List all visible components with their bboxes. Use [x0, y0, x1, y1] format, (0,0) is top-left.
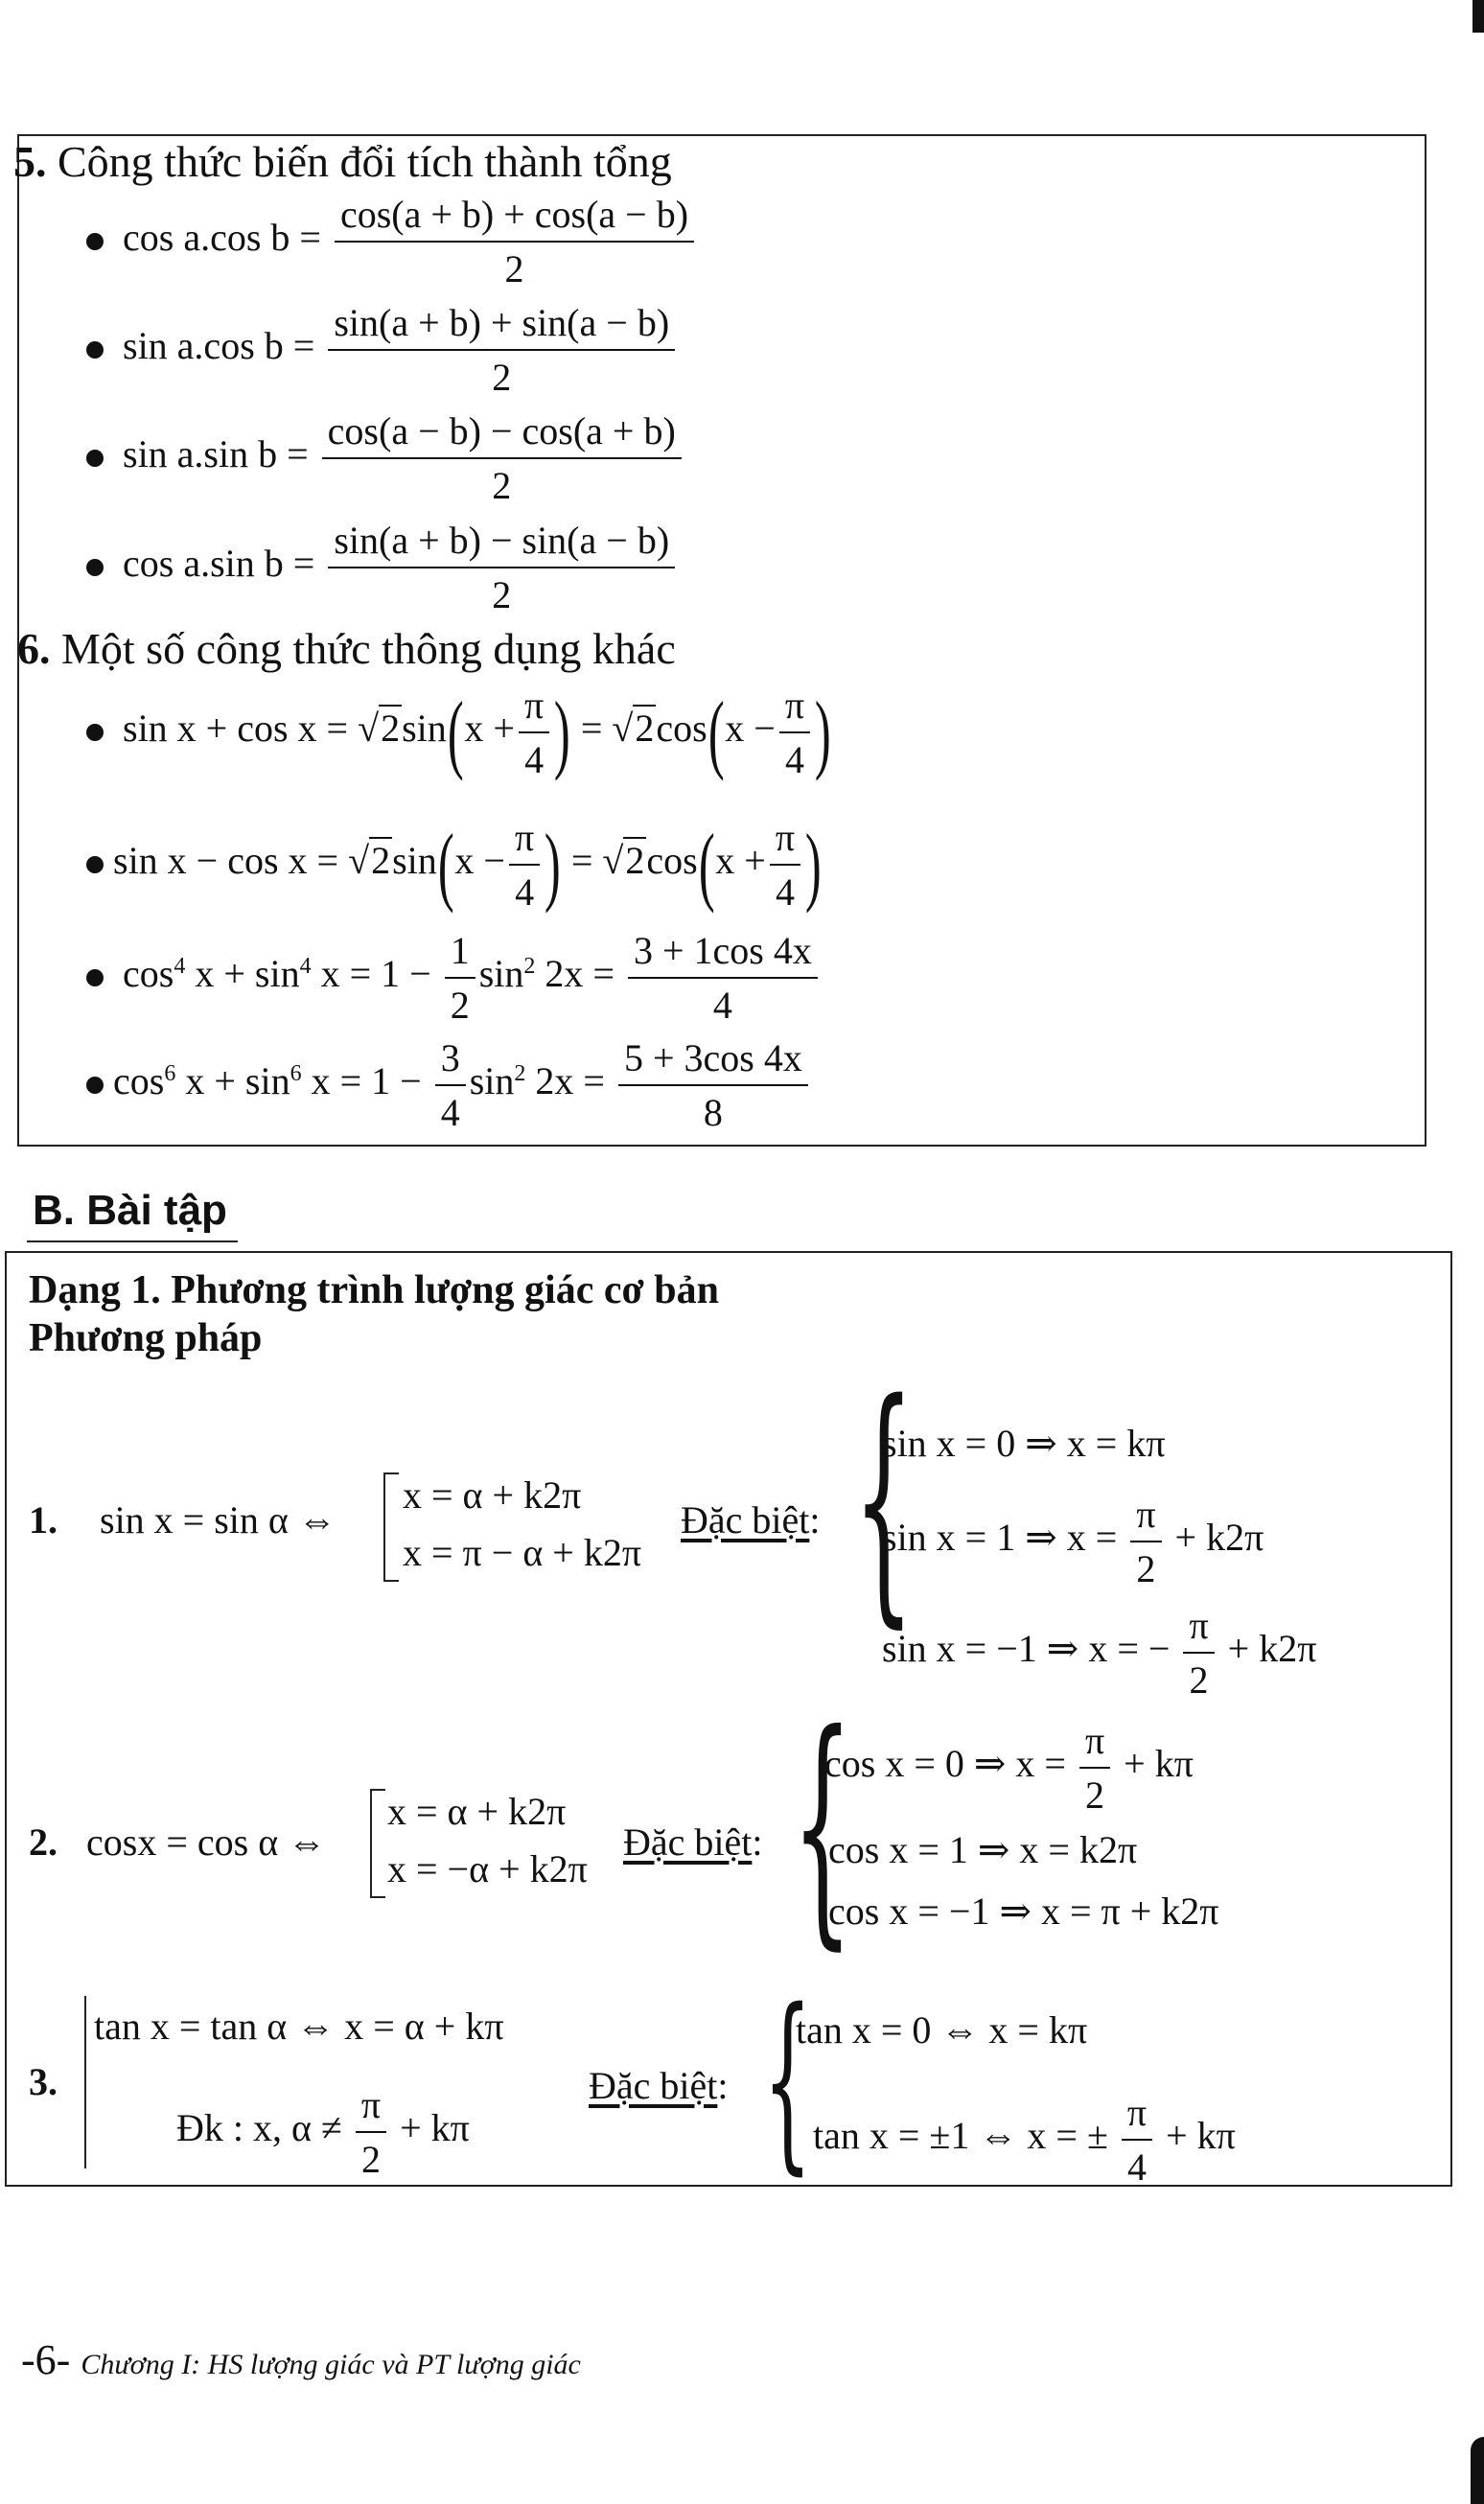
page-number: -6- [21, 2336, 71, 2383]
item1-special-2: sin x = 1 ⇒ x = $\frac{\pi}{2}$ + k2π [882, 1493, 1264, 1590]
chapter-title: Chương I: HS lượng giác và PT lượng giác [81, 2349, 581, 2380]
dang1-title: Dạng 1. Phương trình lượng giác cơ bản [29, 1268, 719, 1312]
page-corner-mark [1472, 0, 1484, 33]
power4-formula: $\cos^4 x + \sin^4 x = 1$ − $\frac{1}{2}$ $\sin^2 2x$ = $\frac{3 + 1\cos 4x}{4}$ [86, 928, 822, 1028]
item2-equation: cosx = cos α ⇔ [86, 1820, 327, 1864]
product-to-sum-formula: cos a.sin b = $\frac{\sin(a + b) - \sin(a - b)}{2}$ [86, 518, 679, 617]
item2-case2: x = −α + k2π [387, 1847, 588, 1890]
item1-special-1: sin x = 0 ⇒ x = kπ [882, 1422, 1166, 1465]
part-b-underline [27, 1240, 238, 1242]
item1-special-label: Đặc biệt: [681, 1498, 821, 1542]
item1-number: 1. [29, 1498, 58, 1542]
sin-plus-cos-formula: sin x + cos x = √2sin(x + $\frac{\pi}{4}$ ) = √2cos(x − $\frac{\pi}{4}$ ) [86, 683, 832, 782]
power6-formula: $\cos^6 x + \sin^6 x = 1$ − $\frac{3}{4}$ $\sin^2 2x$ = $\frac{5 + 3\cos 4x}{8}$ [86, 1035, 812, 1135]
item3-condition: Đk : x, α ≠ $\frac{\pi}{2}$ + kπ [176, 2083, 470, 2181]
item2-case1: x = α + k2π [387, 1790, 567, 1833]
page-footer [21, 2335, 581, 2384]
item2-special-1: cos x = 0 ⇒ x = $\frac{\pi}{2}$ + kπ [824, 1719, 1194, 1817]
item3-special-2: tan x = ±1 ⇔ x = ± $\frac{\pi}{4}$ + kπ [813, 2091, 1236, 2189]
product-to-sum-formula: sin a.sin b = $\frac{\cos(a - b) - \cos(a + b)}{2}$ [86, 408, 685, 508]
item2-curly-brace: { [792, 1681, 853, 1972]
part-b-heading: B. Bài tập [33, 1187, 227, 1234]
item3-number: 3. [29, 2060, 58, 2103]
item1-case1: x = α + k2π [403, 1473, 582, 1517]
item2-bracket [370, 1789, 385, 1898]
section5-title: 5. Công thức biến đổi tích thành tổng [13, 137, 672, 186]
section6-title: 6. Một số công thức thông dụng khác [17, 624, 676, 673]
item1-bracket [383, 1472, 399, 1582]
item2-number: 2. [29, 1820, 58, 1864]
method-label: Phương pháp [29, 1316, 263, 1360]
item3-bar [84, 1996, 86, 2168]
item2-special-2: cos x = 1 ⇒ x = k2π [828, 1828, 1138, 1871]
item1-equation: sin x = sin α ⇔ [100, 1498, 336, 1542]
item2-special-label: Đặc biệt: [623, 1820, 763, 1864]
item3-special-label: Đặc biệt: [589, 2064, 729, 2107]
page-corner-mark-bottom [1471, 2437, 1484, 2504]
item2-special-3: cos x = −1 ⇒ x = π + k2π [828, 1890, 1219, 1933]
item3-equation: tan x = tan α ⇔ x = α + kπ [94, 2005, 504, 2048]
product-to-sum-formula: sin a.cos b = $\frac{\sin(a + b) + \sin(a - b)}{2}$ [86, 300, 679, 400]
product-to-sum-formula: cos a.cos b = $\frac{\cos(a + b) + \cos(a - b)}{2}$ [86, 192, 698, 291]
item1-special-3: sin x = −1 ⇒ x = − $\frac{\pi}{2}$ + k2π [882, 1604, 1317, 1702]
item1-curly-brace: { [853, 1349, 915, 1651]
sin-minus-cos-formula: sin x − cos x = √2sin(x − $\frac{\pi}{4}$ ) = √2cos(x + $\frac{\pi}{4}$ ) [86, 815, 823, 915]
item1-case2: x = π − α + k2π [403, 1531, 642, 1574]
item3-curly-brace: { [763, 1967, 812, 2192]
item3-special-1: tan x = 0 ⇔ x = kπ [796, 2008, 1088, 2052]
